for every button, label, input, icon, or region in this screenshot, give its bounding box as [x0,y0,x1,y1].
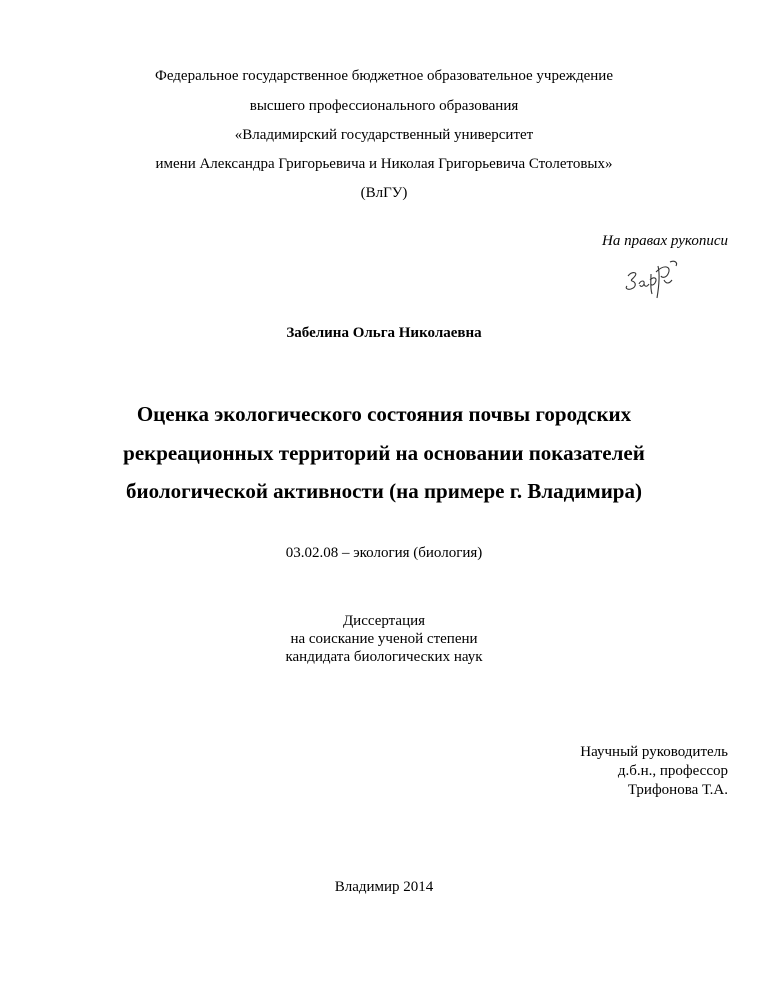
title-line-3: биологической активности (на примере г. Владимира) [126,479,642,503]
specialty-code: 03.02.08 – экология (биология) [285,545,483,561]
institution-line-1: Федеральное государственное бюджетное образовательное учреждение [154,68,613,84]
rights-note: На правах рукописи [602,233,728,249]
supervisor-line-2: д.б.н., профессор [617,763,728,779]
city-year: Владимир 2014 [334,879,434,895]
institution-line-2: высшего профессионального образования [249,98,519,114]
institution-line-4: имени Александра Григорьевича и Николая Григорьевича Столетовых» [155,156,613,172]
degree-line-1: Диссертация [342,613,426,629]
title-line-2: рекреационных территорий на основании показателей [123,441,645,465]
author-name: Забелина Ольга Николаевна [286,325,482,341]
institution-abbreviation: (ВлГУ) [360,185,408,201]
degree-line-3: кандидата биологических наук [285,649,483,665]
institution-line-3: «Владимирский государственный университет [234,127,534,143]
supervisor-line-3: Трифонова Т.А. [627,782,728,798]
supervisor-line-1: Научный руководитель [580,744,728,760]
degree-line-2: на соискание ученой степени [290,631,478,647]
handwritten-signature [620,254,690,302]
title-line-1: Оценка экологического состояния почвы городских [136,402,632,426]
